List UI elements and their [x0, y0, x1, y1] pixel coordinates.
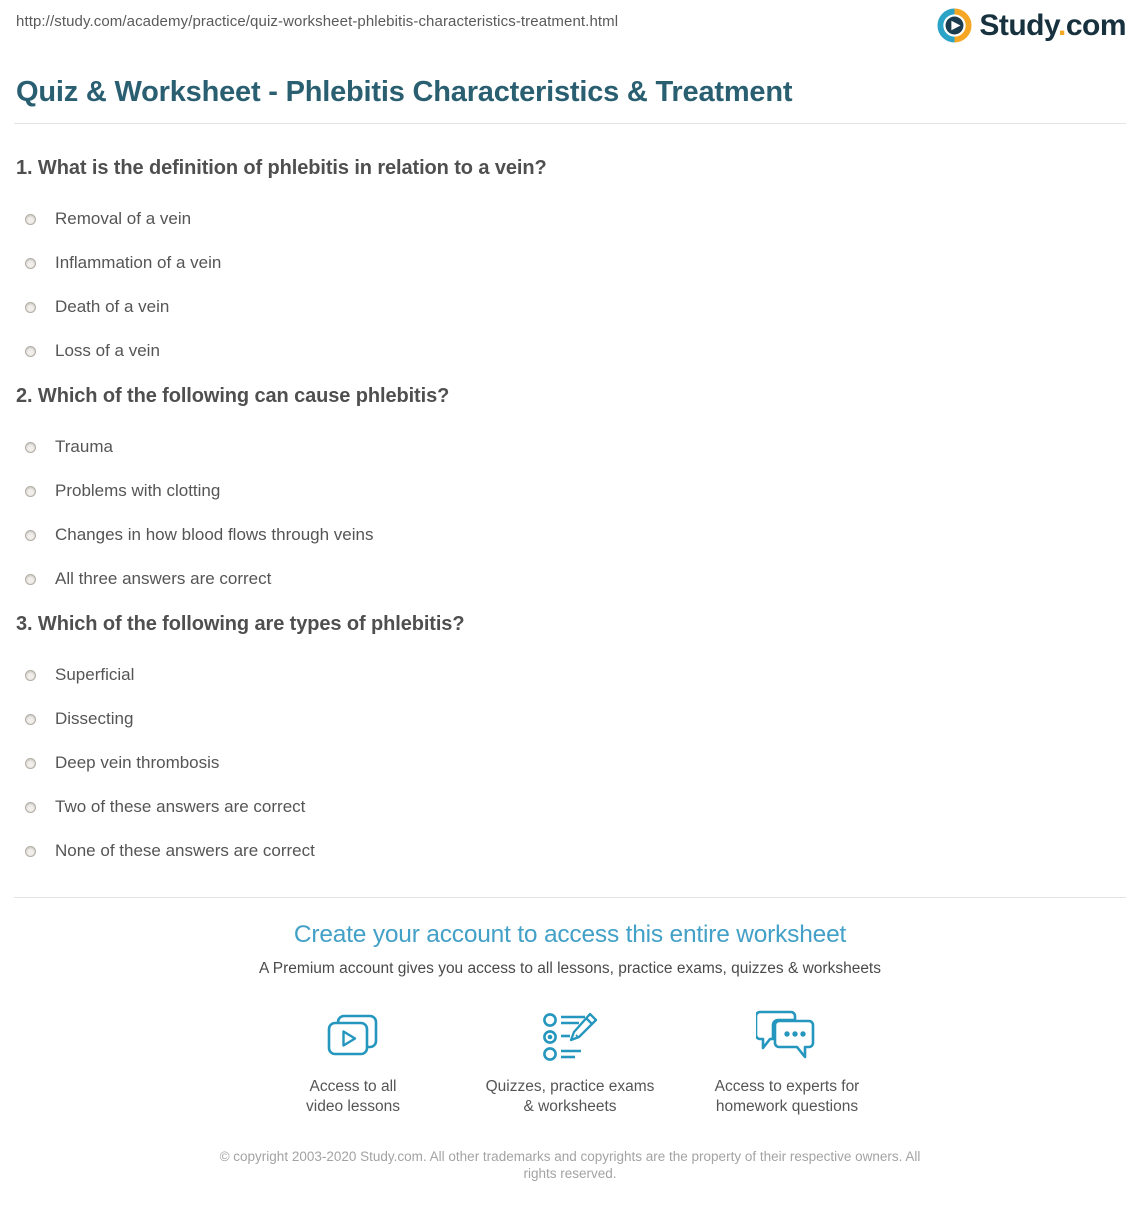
feature-label: Access to all video lessons	[306, 1078, 400, 1116]
question-1-option-3[interactable]	[16, 297, 1124, 317]
feature-homework-experts	[679, 1011, 896, 1118]
radio-button[interactable]	[25, 302, 36, 313]
premium-account-subheading: A Premium account gives you access to all lessons, practice exams, quizzes & worksheets	[259, 960, 881, 977]
option-label[interactable]: Problems with clotting	[55, 481, 221, 500]
question-2-heading: 2. Which of the following can cause phlebitis?	[16, 385, 450, 407]
option-label[interactable]: Deep vein thrombosis	[55, 753, 220, 772]
question-2-option-3[interactable]	[16, 525, 1124, 545]
radio-button[interactable]	[25, 530, 36, 541]
radio-button[interactable]	[25, 486, 36, 497]
radio-button[interactable]	[25, 214, 36, 225]
radio-button[interactable]	[25, 346, 36, 357]
radio-button[interactable]	[25, 758, 36, 769]
studycom-play-icon	[937, 8, 972, 43]
create-account-section	[14, 897, 1126, 1118]
question-3-option-1[interactable]	[16, 665, 1124, 685]
feature-quizzes-worksheets	[462, 1011, 679, 1118]
quiz-worksheet-icon	[541, 1011, 599, 1065]
option-label[interactable]: Loss of a vein	[55, 341, 160, 360]
question-3-option-5[interactable]	[16, 841, 1124, 861]
question-2	[16, 385, 1124, 589]
radio-button[interactable]	[25, 714, 36, 725]
question-3-option-3[interactable]	[16, 753, 1124, 773]
chat-experts-icon	[756, 1011, 818, 1065]
question-2-option-2[interactable]	[16, 481, 1124, 501]
option-label[interactable]: Two of these answers are correct	[55, 797, 306, 816]
question-3-option-4[interactable]	[16, 797, 1124, 817]
radio-button[interactable]	[25, 846, 36, 857]
feature-label: Quizzes, practice exams & worksheets	[485, 1078, 655, 1116]
question-3-heading: 3. Which of the following are types of phlebitis?	[16, 613, 465, 635]
question-1-option-2[interactable]	[16, 253, 1124, 273]
question-1-option-4[interactable]	[16, 341, 1124, 361]
option-label[interactable]: Changes in how blood flows through veins	[55, 525, 374, 544]
studycom-logo-text: Study.com	[979, 8, 1126, 42]
option-label[interactable]: Dissecting	[55, 709, 134, 728]
radio-button[interactable]	[25, 802, 36, 813]
title-divider	[14, 123, 1126, 124]
question-1-heading: 1. What is the definition of phlebitis in relation to a vein?	[16, 157, 547, 179]
option-label[interactable]: Death of a vein	[55, 297, 170, 316]
top-bar	[0, 0, 1140, 50]
radio-button[interactable]	[25, 574, 36, 585]
option-label[interactable]: All three answers are correct	[55, 569, 272, 588]
question-1	[16, 157, 1124, 361]
video-lessons-icon	[325, 1011, 381, 1065]
feature-label: Access to experts for homework questions	[714, 1078, 860, 1116]
option-label[interactable]: Trauma	[55, 437, 113, 456]
radio-button[interactable]	[25, 258, 36, 269]
option-label[interactable]: Superficial	[55, 665, 135, 684]
option-label[interactable]: Removal of a vein	[55, 209, 192, 228]
question-3-option-2[interactable]	[16, 709, 1124, 729]
feature-video-lessons	[245, 1011, 462, 1118]
question-1-option-1[interactable]	[16, 209, 1124, 229]
page-url: http://study.com/academy/practice/quiz-worksheet-phlebitis-characteristics-treatment.html	[16, 13, 619, 30]
studycom-logo[interactable]	[937, 8, 1126, 43]
question-2-option-1[interactable]	[16, 437, 1124, 457]
features-row	[14, 1011, 1126, 1118]
radio-button[interactable]	[25, 670, 36, 681]
create-account-heading: Create your account to access this entire worksheet	[293, 921, 847, 948]
option-label[interactable]: None of these answers are correct	[55, 841, 315, 860]
page-title: Quiz & Worksheet - Phlebitis Characteristics & Treatment	[16, 76, 793, 108]
copyright-footer: © copyright 2003-2020 Study.com. All other trademarks and copyrights are the property of their respective owners. All rights reserved.	[219, 1148, 921, 1182]
option-label[interactable]: Inflammation of a vein	[55, 253, 222, 272]
question-2-option-4[interactable]	[16, 569, 1124, 589]
radio-button[interactable]	[25, 442, 36, 453]
question-3	[16, 613, 1124, 861]
